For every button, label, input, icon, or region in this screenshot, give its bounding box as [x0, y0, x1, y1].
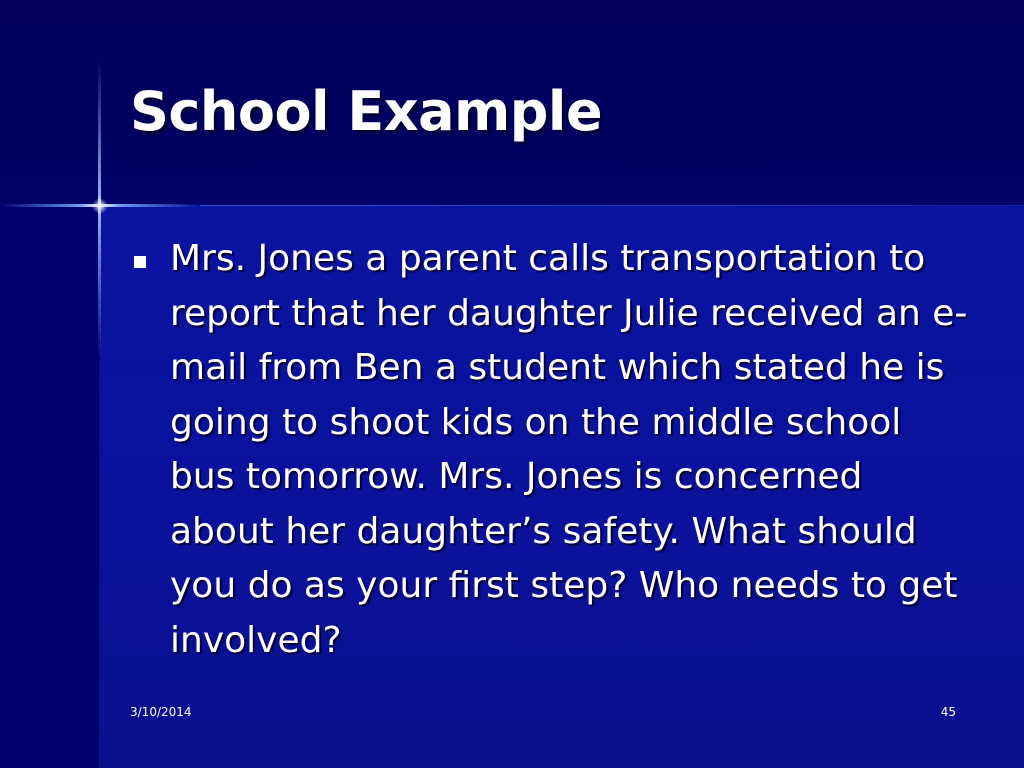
footer-date: 3/10/2014	[130, 705, 192, 719]
slide-content	[130, 232, 970, 668]
bullet-item	[130, 232, 970, 668]
left-band	[0, 205, 100, 768]
bullet-text: Mrs. Jones a parent calls transportation to report that her daughter Julie received an e-mail from Ben a student which stated he is going to shoot kids on the middle school bus tomorrow. Mrs. Jones is concerned about her daughter’s safety. What should you do as your first step? Who needs to get involved?	[170, 238, 968, 661]
square-bullet-icon	[134, 256, 146, 268]
left-divider-line	[99, 360, 100, 768]
divider-line	[200, 205, 1024, 206]
slide-title: School Example	[130, 80, 603, 143]
sparkle-star-icon	[92, 198, 108, 214]
footer-page-number: 45	[940, 705, 956, 719]
